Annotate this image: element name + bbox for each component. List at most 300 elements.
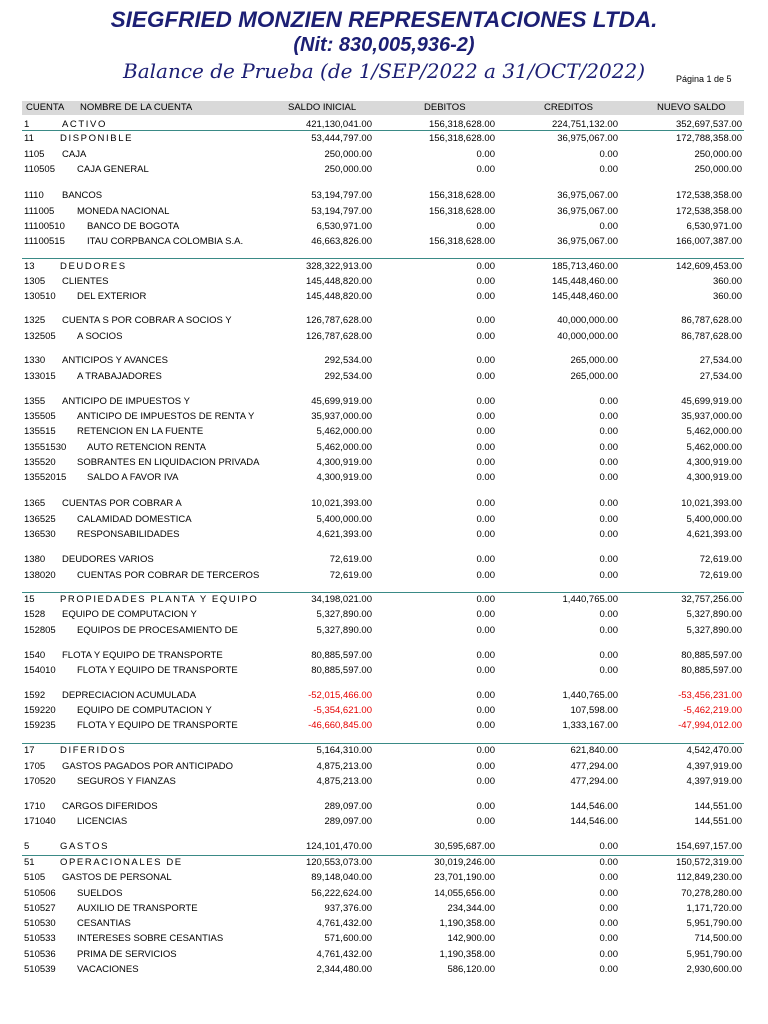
debitos: 0.00: [476, 625, 495, 636]
nuevo-saldo: 4,300,919.00: [686, 457, 742, 468]
creditos: 0.00: [599, 964, 618, 975]
account-code: 510530: [24, 918, 56, 929]
creditos: 0.00: [599, 609, 618, 620]
account-code: 111005: [24, 206, 55, 217]
saldo-inicial: 46,663,826.00: [311, 236, 372, 247]
account-name: PROPIEDADES PLANTA Y EQUIPO: [60, 594, 259, 605]
table-row: [22, 189, 744, 203]
creditos: 265,000.00: [570, 371, 618, 382]
saldo-inicial: -46,660,845.00: [308, 720, 372, 731]
saldo-inicial: 53,194,797.00: [311, 206, 372, 217]
nuevo-saldo: 72,619.00: [699, 570, 742, 581]
saldo-inicial: 124,101,470.00: [305, 841, 372, 852]
account-name: CALAMIDAD DOMESTICA: [77, 514, 192, 525]
nuevo-saldo: 172,538,358.00: [675, 190, 742, 201]
saldo-inicial: 145,448,820.00: [305, 291, 372, 302]
nuevo-saldo: 80,885,597.00: [681, 650, 742, 661]
account-code: 5105: [24, 872, 46, 883]
account-name: CUENTAS POR COBRAR DE TERCEROS: [77, 570, 260, 581]
table-row: [22, 395, 744, 409]
saldo-inicial: 5,400,000.00: [316, 514, 372, 525]
saldo-inicial: 5,164,310.00: [316, 745, 372, 756]
table-row: [22, 553, 744, 567]
table-row: [22, 205, 744, 219]
table-row: [22, 649, 744, 663]
creditos: 40,000,000.00: [557, 331, 618, 342]
col-debitos: DEBITOS: [424, 102, 466, 113]
debitos: 23,701,190.00: [434, 872, 495, 883]
account-code: 1110: [24, 190, 44, 201]
nuevo-saldo: 4,300,919.00: [686, 472, 742, 483]
account-code: 51: [24, 857, 35, 868]
creditos: 0.00: [599, 888, 618, 899]
account-code: 133015: [24, 371, 56, 382]
table-row: [22, 275, 744, 289]
nuevo-saldo: 714,500.00: [694, 933, 742, 944]
saldo-inicial: 2,344,480.00: [316, 964, 372, 975]
table-row: [22, 840, 744, 854]
account-code: 138020: [24, 570, 56, 581]
creditos: 0.00: [599, 903, 618, 914]
table-row: [22, 917, 744, 931]
debitos: 0.00: [476, 315, 495, 326]
creditos: 36,975,067.00: [557, 190, 618, 201]
creditos: 144,546.00: [570, 801, 618, 812]
account-code: 1305: [24, 276, 46, 287]
debitos: 156,318,628.00: [428, 190, 495, 201]
nuevo-saldo: 154,697,157.00: [675, 841, 742, 852]
saldo-inicial: 328,322,913.00: [305, 261, 372, 272]
creditos: 144,546.00: [570, 816, 618, 827]
creditos: 1,440,765.00: [562, 594, 618, 605]
saldo-inicial: 5,327,890.00: [316, 625, 372, 636]
creditos: 224,751,132.00: [551, 119, 618, 130]
nuevo-saldo: 5,951,790.00: [686, 949, 742, 960]
nuevo-saldo: 112,849,230.00: [676, 872, 742, 883]
table-row: [22, 513, 744, 527]
nuevo-saldo: 144,551.00: [694, 816, 742, 827]
table-row: [22, 456, 744, 470]
debitos: 14,055,656.00: [434, 888, 495, 899]
table-row: [22, 471, 744, 485]
debitos: 0.00: [476, 355, 495, 366]
account-name: SEGUROS Y FIANZAS: [77, 776, 176, 787]
account-code: 170520: [24, 776, 56, 787]
saldo-inicial: 937,376.00: [324, 903, 372, 914]
saldo-inicial: 45,699,919.00: [311, 396, 372, 407]
account-name: ITAU CORPBANCA COLOMBIA S.A.: [87, 236, 244, 247]
table-row: [22, 260, 744, 274]
nuevo-saldo: 45,699,919.00: [681, 396, 742, 407]
debitos: 0.00: [476, 472, 495, 483]
creditos: 107,598.00: [570, 705, 618, 716]
saldo-inicial: 72,619.00: [329, 570, 372, 581]
account-code: 152805: [24, 625, 56, 636]
table-row: [22, 932, 744, 946]
debitos: 0.00: [476, 442, 495, 453]
creditos: 0.00: [599, 426, 618, 437]
account-code: 1592: [24, 690, 46, 701]
table-row: [22, 902, 744, 916]
saldo-inicial: 4,621,393.00: [316, 529, 372, 540]
nuevo-saldo: -5,462,219.00: [683, 705, 742, 716]
report-header: [0, 0, 768, 96]
nuevo-saldo: 6,530,971.00: [686, 221, 742, 232]
saldo-inicial: 292,534.00: [324, 371, 372, 382]
creditos: 0.00: [599, 554, 618, 565]
nuevo-saldo: 5,327,890.00: [686, 609, 742, 620]
account-code: 135515: [24, 426, 56, 437]
account-name: EQUIPO DE COMPUTACION Y: [62, 609, 197, 620]
col-nombre: NOMBRE DE LA CUENTA: [80, 102, 193, 113]
saldo-inicial: 120,553,073.00: [305, 857, 372, 868]
account-name: OPERACIONALES DE: [60, 857, 183, 868]
debitos: 0.00: [476, 529, 495, 540]
table-row: [22, 235, 744, 249]
account-name: DEUDORES: [60, 261, 127, 272]
account-name: CLIENTES: [62, 276, 109, 287]
debitos: 1,190,358.00: [439, 949, 495, 960]
table-row: [22, 800, 744, 814]
nuevo-saldo: 32,757,256.00: [681, 594, 742, 605]
saldo-inicial: 53,194,797.00: [311, 190, 372, 201]
account-name: GASTOS DE PERSONAL: [62, 872, 172, 883]
account-code: 171040: [24, 816, 56, 827]
debitos: 0.00: [476, 276, 495, 287]
nuevo-saldo: 80,885,597.00: [681, 665, 742, 676]
account-code: 1705: [24, 761, 46, 772]
account-code: 510533: [24, 933, 56, 944]
account-name: ANTICIPOS Y AVANCES: [62, 355, 168, 366]
account-name: DISPONIBLE: [60, 133, 134, 144]
account-name: ANTICIPO DE IMPUESTOS Y: [62, 396, 190, 407]
account-name: GASTOS: [60, 841, 110, 852]
account-code: 1330: [24, 355, 46, 366]
creditos: 1,440,765.00: [562, 690, 618, 701]
account-name: VACACIONES: [77, 964, 139, 975]
account-name: INTERESES SOBRE CESANTIAS: [77, 933, 224, 944]
account-code: 136530: [24, 529, 56, 540]
debitos: 0.00: [476, 411, 495, 422]
creditos: 0.00: [599, 221, 618, 232]
account-name: DEL EXTERIOR: [77, 291, 147, 302]
table-row: [22, 132, 744, 146]
table-row: [22, 815, 744, 829]
account-code: 110505: [24, 164, 55, 175]
debitos: 156,318,628.00: [428, 133, 495, 144]
debitos: 0.00: [476, 514, 495, 525]
debitos: 0.00: [476, 801, 495, 812]
saldo-inicial: 80,885,597.00: [311, 665, 372, 676]
nuevo-saldo: 142,609,453.00: [675, 261, 742, 272]
saldo-inicial: 56,222,624.00: [311, 888, 372, 899]
debitos: 0.00: [476, 761, 495, 772]
creditos: 477,294.00: [570, 776, 618, 787]
creditos: 0.00: [599, 570, 618, 581]
table-row: [22, 624, 744, 638]
table-row: [22, 744, 744, 758]
table-row: [22, 608, 744, 622]
nuevo-saldo: 166,007,387.00: [675, 236, 742, 247]
nuevo-saldo: 5,462,000.00: [686, 426, 742, 437]
debitos: 142,900.00: [447, 933, 495, 944]
debitos: 0.00: [476, 396, 495, 407]
account-code: 510539: [24, 964, 56, 975]
nuevo-saldo: 86,787,628.00: [681, 331, 742, 342]
table-row: [22, 775, 744, 789]
account-name: SOBRANTES EN LIQUIDACION PRIVADA: [77, 457, 260, 468]
account-name: RETENCION EN LA FUENTE: [77, 426, 204, 437]
account-name: BANCO DE BOGOTA: [87, 221, 180, 232]
account-code: 135505: [24, 411, 56, 422]
nuevo-saldo: 72,619.00: [699, 554, 742, 565]
account-name: A TRABAJADORES: [77, 371, 162, 382]
account-code: 15: [24, 594, 35, 605]
nuevo-saldo: 4,621,393.00: [686, 529, 742, 540]
account-name: AUTO RETENCION RENTA: [87, 442, 206, 453]
table-row: [22, 497, 744, 511]
table-row: [22, 425, 744, 439]
creditos: 40,000,000.00: [557, 315, 618, 326]
account-code: 1710: [24, 801, 46, 812]
nuevo-saldo: 70,278,280.00: [681, 888, 742, 899]
debitos: 0.00: [476, 164, 495, 175]
creditos: 145,448,460.00: [551, 291, 618, 302]
creditos: 0.00: [599, 514, 618, 525]
saldo-inicial: 289,097.00: [324, 816, 372, 827]
saldo-inicial: 34,198,021.00: [311, 594, 372, 605]
account-code: 135520: [24, 457, 56, 468]
nuevo-saldo: 360.00: [712, 291, 742, 302]
nuevo-saldo: 2,930,600.00: [686, 964, 742, 975]
nuevo-saldo: 5,951,790.00: [686, 918, 742, 929]
nuevo-saldo: 4,542,470.00: [686, 745, 742, 756]
nuevo-saldo: 172,538,358.00: [675, 206, 742, 217]
saldo-inicial: 571,600.00: [324, 933, 372, 944]
account-code: 13552015: [24, 472, 67, 483]
creditos: 0.00: [599, 472, 618, 483]
table-row: [22, 370, 744, 384]
creditos: 0.00: [599, 933, 618, 944]
account-code: 159235: [24, 720, 56, 731]
saldo-inicial: 4,761,432.00: [316, 918, 372, 929]
table-row: [22, 887, 744, 901]
account-code: 1105: [24, 149, 45, 160]
debitos: 0.00: [476, 149, 495, 160]
account-name: PRIMA DE SERVICIOS: [77, 949, 177, 960]
account-code: 510527: [24, 903, 56, 914]
table-row: [22, 593, 744, 607]
table-row: [22, 528, 744, 542]
saldo-inicial: 289,097.00: [324, 801, 372, 812]
table-row: [22, 569, 744, 583]
debitos: 156,318,628.00: [428, 206, 495, 217]
creditos: 0.00: [599, 949, 618, 960]
saldo-inicial: 53,444,797.00: [311, 133, 372, 144]
account-code: 1: [24, 119, 30, 130]
table-row: [22, 354, 744, 368]
nuevo-saldo: -53,456,231.00: [678, 690, 742, 701]
table-row: [22, 220, 744, 234]
nuevo-saldo: 35,937,000.00: [681, 411, 742, 422]
account-name: FLOTA Y EQUIPO DE TRANSPORTE: [77, 720, 238, 731]
saldo-inicial: 292,534.00: [324, 355, 372, 366]
saldo-inicial: 6,530,971.00: [316, 221, 372, 232]
table-row: [22, 689, 744, 703]
table-row: [22, 410, 744, 424]
account-name: DIFERIDOS: [60, 745, 127, 756]
account-name: SALDO A FAVOR IVA: [87, 472, 179, 483]
creditos: 0.00: [599, 149, 618, 160]
table-row: [22, 441, 744, 455]
account-code: 510506: [24, 888, 56, 899]
debitos: 0.00: [476, 690, 495, 701]
section-divider: [22, 258, 744, 259]
account-code: 1528: [24, 609, 46, 620]
table-row: [22, 719, 744, 733]
debitos: 0.00: [476, 720, 495, 731]
debitos: 156,318,628.00: [428, 119, 495, 130]
account-name: RESPONSABILIDADES: [77, 529, 180, 540]
account-name: CAJA GENERAL: [77, 164, 149, 175]
debitos: 156,318,628.00: [428, 236, 495, 247]
creditos: 0.00: [599, 529, 618, 540]
table-row: [22, 948, 744, 962]
nuevo-saldo: 150,572,319.00: [675, 857, 742, 868]
saldo-inicial: 10,021,393.00: [311, 498, 372, 509]
creditos: 0.00: [599, 918, 618, 929]
account-name: FLOTA Y EQUIPO DE TRANSPORTE: [77, 665, 238, 676]
creditos: 0.00: [599, 857, 618, 868]
company-name: SIEGFRIED MONZIEN REPRESENTACIONES LTDA.: [110, 7, 658, 32]
saldo-inicial: 126,787,628.00: [305, 315, 372, 326]
saldo-inicial: 4,875,213.00: [316, 761, 372, 772]
nuevo-saldo: 27,534.00: [699, 355, 742, 366]
column-header-row: [22, 101, 744, 115]
debitos: 586,120.00: [447, 964, 495, 975]
debitos: 0.00: [476, 457, 495, 468]
section-divider: [22, 130, 744, 131]
table-row: [22, 664, 744, 678]
table-row: [22, 148, 744, 162]
account-name: MONEDA NACIONAL: [77, 206, 170, 217]
debitos: 0.00: [476, 291, 495, 302]
debitos: 0.00: [476, 221, 495, 232]
creditos: 0.00: [599, 442, 618, 453]
creditos: 185,713,460.00: [551, 261, 618, 272]
debitos: 0.00: [476, 745, 495, 756]
account-code: 159220: [24, 705, 56, 716]
nuevo-saldo: 4,397,919.00: [686, 761, 742, 772]
table-row: [22, 290, 744, 304]
debitos: 234,344.00: [447, 903, 495, 914]
debitos: 0.00: [476, 776, 495, 787]
account-name: ANTICIPO DE IMPUESTOS DE RENTA Y: [77, 411, 255, 422]
account-name: BANCOS: [62, 190, 103, 201]
account-code: 13551530: [24, 442, 67, 453]
creditos: 0.00: [599, 411, 618, 422]
account-name: EQUIPO DE COMPUTACION Y: [77, 705, 212, 716]
account-name: LICENCIAS: [77, 816, 128, 827]
account-code: 1540: [24, 650, 46, 661]
debitos: 0.00: [476, 650, 495, 661]
account-code: 154010: [24, 665, 56, 676]
account-name: EQUIPOS DE PROCESAMIENTO DE: [77, 625, 238, 636]
nuevo-saldo: 144,551.00: [694, 801, 742, 812]
account-code: 13: [24, 261, 35, 272]
account-name: CARGOS DIFERIDOS: [62, 801, 158, 812]
account-code: 136525: [24, 514, 56, 525]
nuevo-saldo: 10,021,393.00: [681, 498, 742, 509]
saldo-inicial: 145,448,820.00: [305, 276, 372, 287]
debitos: 0.00: [476, 594, 495, 605]
saldo-inicial: 5,327,890.00: [316, 609, 372, 620]
creditos: 0.00: [599, 625, 618, 636]
nuevo-saldo: 27,534.00: [699, 371, 742, 382]
saldo-inicial: 72,619.00: [329, 554, 372, 565]
account-code: 1365: [24, 498, 46, 509]
account-code: 1355: [24, 396, 46, 407]
debitos: 0.00: [476, 426, 495, 437]
nuevo-saldo: 86,787,628.00: [681, 315, 742, 326]
account-name: FLOTA Y EQUIPO DE TRANSPORTE: [62, 650, 223, 661]
nuevo-saldo: 360.00: [712, 276, 742, 287]
creditos: 265,000.00: [570, 355, 618, 366]
account-name: GASTOS PAGADOS POR ANTICIPADO: [62, 761, 234, 772]
debitos: 1,190,358.00: [439, 918, 495, 929]
creditos: 0.00: [599, 665, 618, 676]
creditos: 36,975,067.00: [557, 206, 618, 217]
nuevo-saldo: 172,788,358.00: [675, 133, 742, 144]
table-row: [22, 871, 744, 885]
debitos: 0.00: [476, 570, 495, 581]
account-name: CUENTA S POR COBRAR A SOCIOS Y: [62, 315, 232, 326]
account-name: CAJA: [62, 149, 87, 160]
company-nit: (Nit: 830,005,936-2): [293, 34, 475, 56]
debitos: 0.00: [476, 705, 495, 716]
saldo-inicial: 4,300,919.00: [316, 472, 372, 483]
creditos: 36,975,067.00: [557, 236, 618, 247]
report-title: Balance de Prueba (de 1/SEP/2022 a 31/OCT/2022): [123, 59, 645, 83]
saldo-inicial: 4,300,919.00: [316, 457, 372, 468]
debitos: 30,019,246.00: [434, 857, 495, 868]
creditos: 0.00: [599, 457, 618, 468]
account-name: DEUDORES VARIOS: [62, 554, 154, 565]
saldo-inicial: 80,885,597.00: [311, 650, 372, 661]
debitos: 0.00: [476, 261, 495, 272]
creditos: 145,448,460.00: [551, 276, 618, 287]
saldo-inicial: 250,000.00: [324, 149, 372, 160]
table-row: [22, 314, 744, 328]
account-name: A SOCIOS: [77, 331, 123, 342]
debitos: 0.00: [476, 816, 495, 827]
table-row: [22, 963, 744, 977]
saldo-inicial: 250,000.00: [324, 164, 372, 175]
nuevo-saldo: 352,697,537.00: [675, 119, 742, 130]
account-name: SUELDOS: [77, 888, 123, 899]
saldo-inicial: 89,148,040.00: [311, 872, 372, 883]
nuevo-saldo: -47,994,012.00: [678, 720, 742, 731]
saldo-inicial: 4,875,213.00: [316, 776, 372, 787]
account-code: 1325: [24, 315, 46, 326]
saldo-inicial: 4,761,432.00: [316, 949, 372, 960]
debitos: 0.00: [476, 609, 495, 620]
debitos: 0.00: [476, 371, 495, 382]
creditos: 621,840.00: [570, 745, 618, 756]
account-code: 130510: [24, 291, 56, 302]
account-name: ACTIVO: [62, 119, 107, 130]
nuevo-saldo: 5,462,000.00: [686, 442, 742, 453]
